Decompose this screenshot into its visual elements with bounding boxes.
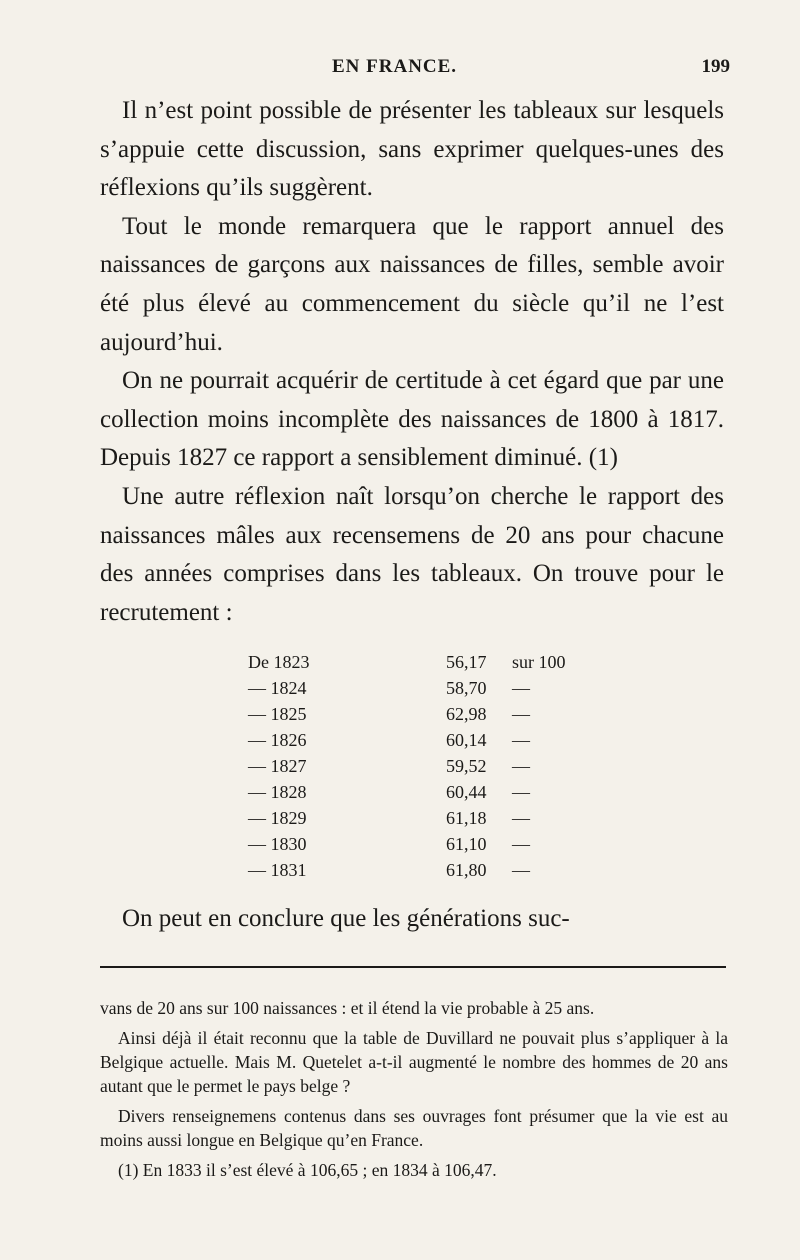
table-row <box>248 730 588 756</box>
row-unit: — <box>512 730 530 750</box>
recruitment-table <box>248 652 588 886</box>
row-year: — 1825 <box>248 704 307 724</box>
row-value: 61,10 <box>446 834 487 854</box>
row-unit: — <box>512 704 530 724</box>
row-unit: — <box>512 782 530 802</box>
row-value: 56,17 <box>446 652 487 672</box>
footnote: Ainsi déjà il était reconnu que la table de Duvillard ne pouvait plus s’appliquer à la Belgique actuelle. Mais M. Quetelet a-t-il augmenté le nombre des hommes de 20 ans autant que le permet le pays belge ? <box>100 1028 728 1096</box>
main-text <box>100 92 724 632</box>
row-unit: — <box>512 834 530 854</box>
row-year: — 1831 <box>248 860 307 880</box>
table-row <box>248 808 588 834</box>
closing-line: On peut en conclure que les générations suc- <box>122 905 570 932</box>
paragraph: Une autre réflexion naît lorsqu’on cherche le rapport des naissances mâles aux recensemens de 20 ans pour chacune des années comprises dans les tableaux. On trouve pour le recrutement : <box>100 482 724 626</box>
paragraph: On ne pourrait acquérir de certitude à cet égard que par une collection moins incomplète des naissances de 1800 à 1817. Depuis 1827 ce rapport a sensiblement diminué. (1) <box>100 367 724 472</box>
table-row <box>248 704 588 730</box>
row-unit: — <box>512 756 530 776</box>
running-head <box>100 56 740 86</box>
row-value: 61,80 <box>446 860 487 880</box>
row-year: — 1824 <box>248 678 307 698</box>
row-unit: sur 100 <box>512 652 566 672</box>
row-unit: — <box>512 860 530 880</box>
row-year: — 1829 <box>248 808 307 828</box>
row-year: — 1827 <box>248 756 307 776</box>
table-row <box>248 782 588 808</box>
footnote-rule <box>100 966 726 968</box>
table-row <box>248 860 588 886</box>
row-year: — 1830 <box>248 834 307 854</box>
paragraph: Il n’est point possible de présenter les tableaux sur lesquels s’appuie cette discussion, sans exprimer quelques-unes des réflexions qu’ils suggèrent. <box>100 97 724 202</box>
row-value: 61,18 <box>446 808 487 828</box>
row-value: 62,98 <box>446 704 487 724</box>
table-row <box>248 652 588 678</box>
row-year: — 1828 <box>248 782 307 802</box>
paragraph: Tout le monde remarquera que le rapport annuel des naissances de garçons aux naissances de filles, semble avoir été plus élevé au commencement du siècle qu’il ne l’est aujourd’hui. <box>100 212 724 356</box>
table-row <box>248 834 588 860</box>
table-row <box>248 756 588 782</box>
row-year: De 1823 <box>248 652 310 672</box>
row-value: 59,52 <box>446 756 487 776</box>
row-unit: — <box>512 808 530 828</box>
row-value: 60,14 <box>446 730 487 750</box>
row-value: 58,70 <box>446 678 487 698</box>
footnote: (1) En 1833 il s’est élevé à 106,65 ; en 1834 à 106,47. <box>118 1160 497 1180</box>
row-value: 60,44 <box>446 782 487 802</box>
running-head-title: EN FRANCE. <box>332 56 458 77</box>
page-number: 199 <box>701 56 730 77</box>
row-year: — 1826 <box>248 730 307 750</box>
row-unit: — <box>512 678 530 698</box>
footnote: vans de 20 ans sur 100 naissances : et il étend la vie probable à 25 ans. <box>100 998 595 1018</box>
footnotes <box>100 996 728 1182</box>
table-row <box>248 678 588 704</box>
footnote: Divers renseignemens contenus dans ses ouvrages font présumer que la vie est au moins aussi longue en Belgique qu’en France. <box>100 1106 728 1150</box>
